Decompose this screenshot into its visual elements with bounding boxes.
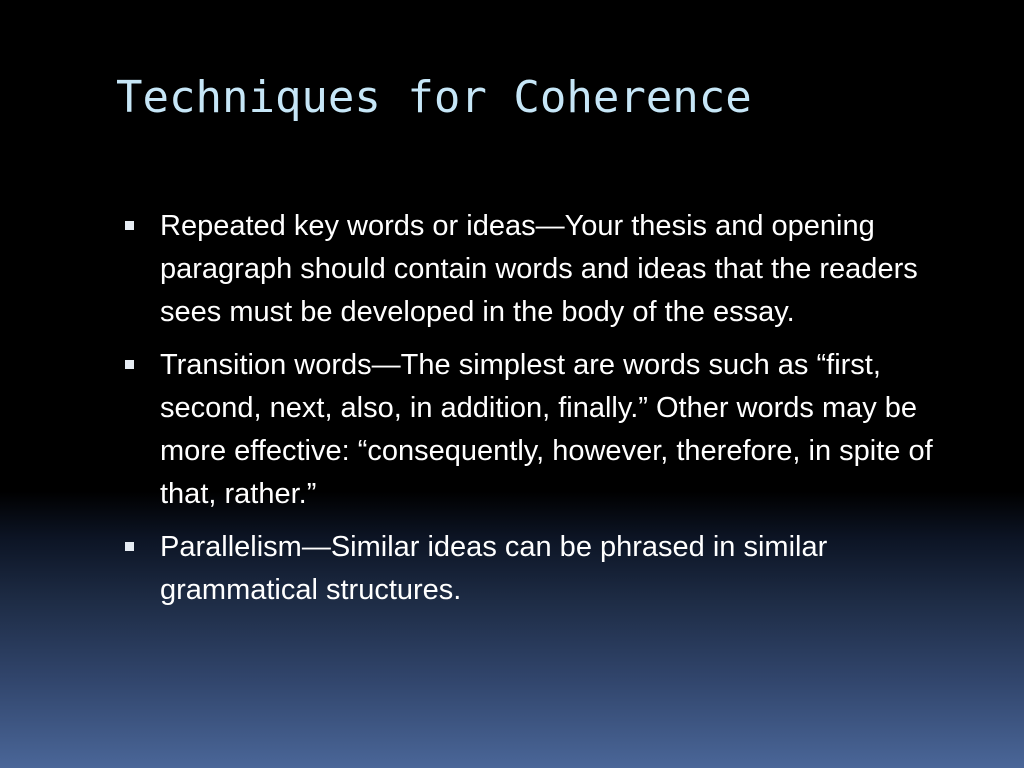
square-bullet-icon [125,221,134,230]
bullet-text: Repeated key words or ideas—Your thesis and opening paragraph should contain words and ideas that the readers sees must be developed in the body of the essay. [160,210,918,328]
square-bullet-icon [125,360,134,369]
bullet-text: Transition words—The simplest are words such as “first, second, next, also, in addition, finally.” Other words may be more effective: “consequently, however, therefore, in spite of that, rather.” [160,349,933,510]
bullet-item-transition-words [124,344,974,516]
bullet-list [124,205,974,622]
bullet-item-parallelism [124,526,974,612]
slide-title: Techniques for Coherence [116,72,752,123]
bullet-text: Parallelism—Similar ideas can be phrased in similar grammatical structures. [160,531,828,606]
bullet-item-repeated-key-words [124,205,974,334]
square-bullet-icon [125,542,134,551]
